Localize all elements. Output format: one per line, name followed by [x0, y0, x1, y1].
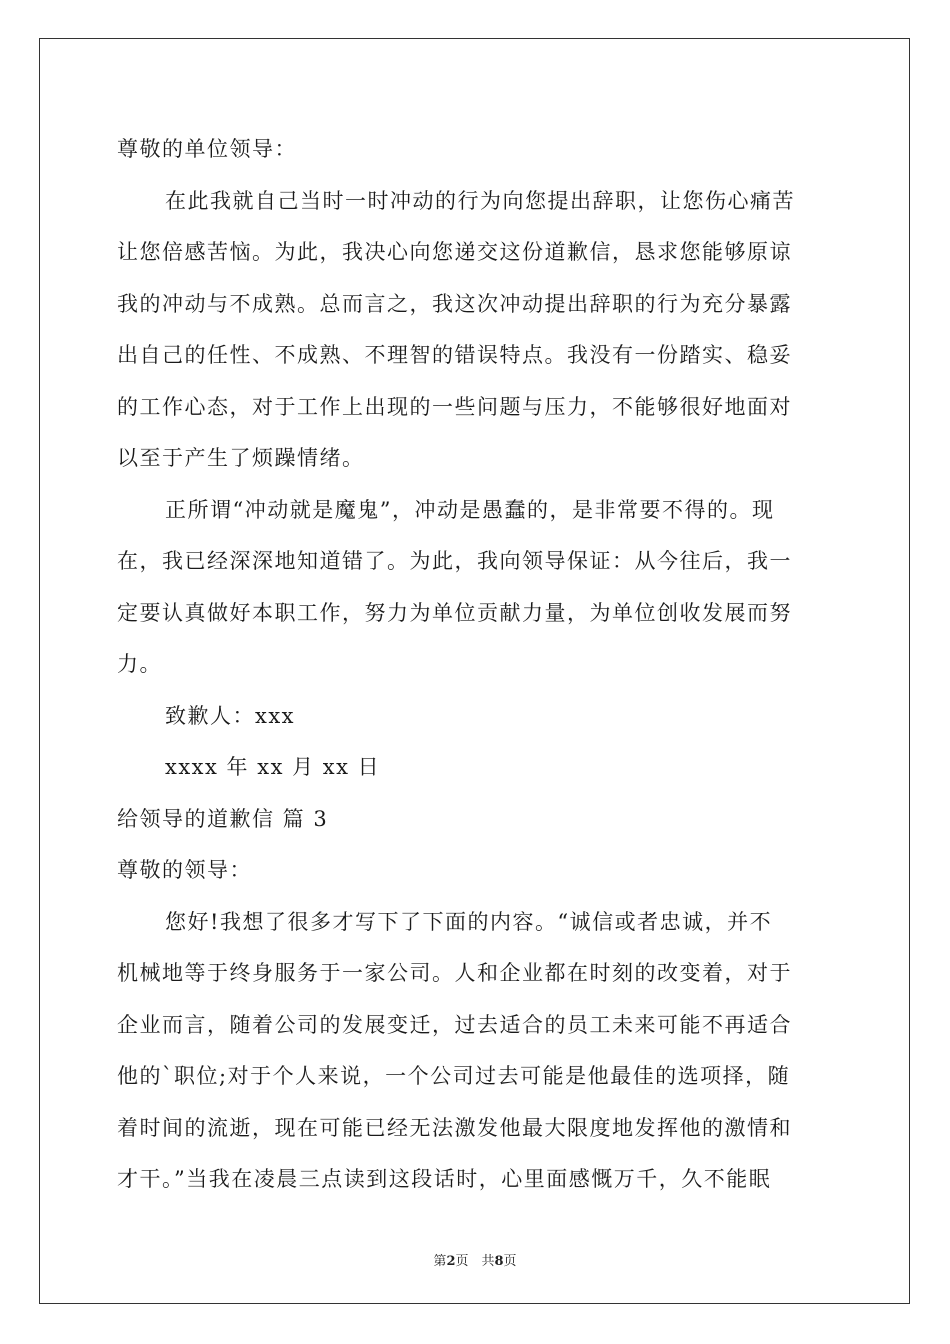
paragraph [117, 176, 833, 485]
paragraph-line: 企业而言，随着公司的发展变迁，过去适合的员工未来可能不再适合 [117, 1012, 792, 1037]
paragraph-line: 定要认真做好本职工作，努力为单位贡献力量，为单位创收发展而努 [117, 600, 792, 625]
page-mid: 页 共 [455, 1254, 495, 1269]
paragraph-line: 让您倍感苦恼。为此，我决心向您递交这份道歉信，恳求您能够原谅 [117, 240, 792, 264]
paragraph-line: 出自己的任性、不成熟、不理智的错误特点。我没有一份踏实、稳妥 [117, 343, 792, 367]
paragraph-line: 才干。”当我在凌晨三点读到这段话时，心里面感慨万千，久不能眠 [117, 1167, 772, 1191]
paragraph-line: 的工作心态，对于工作上出现的一些问题与压力，不能够很好地面对 [117, 394, 792, 419]
paragraph-line: 他的`职位;对于个人来说，一个公司过去可能是他最佳的选项择，随 [117, 1064, 791, 1088]
salutation: 尊敬的单位领导： [117, 137, 297, 161]
page-prefix: 第 [433, 1254, 447, 1269]
paragraph-line: 以至于产生了烦躁情绪。 [117, 446, 365, 470]
signature: 致歉人：xxx [165, 703, 296, 728]
date: xxxx 年 xx 月 xx 日 [165, 755, 381, 779]
paragraph-line: 着时间的流逝，现在可能已经无法激发他最大限度地发挥他的激情和 [117, 1115, 792, 1140]
page-suffix: 页 [503, 1254, 517, 1269]
paragraph [117, 897, 833, 1206]
paragraph-line: 在，我已经深深地知道错了。为此，我向领导保证：从今往后，我一 [117, 549, 792, 573]
page-current: 2 [446, 1254, 456, 1269]
paragraph-line: 在此我就自己当时一时冲动的行为向您提出辞职，让您伤心痛苦 [165, 188, 795, 213]
paragraph-line: 正所谓“冲动就是魔鬼”，冲动是愚蠢的，是非常要不得的。现 [165, 497, 775, 522]
section-title: 给领导的道歉信 篇 3 [117, 806, 329, 831]
page-total: 8 [494, 1254, 504, 1269]
paragraph-line: 我的冲动与不成熟。总而言之，我这次冲动提出辞职的行为充分暴露 [117, 291, 792, 316]
salutation: 尊敬的领导： [117, 858, 252, 882]
paragraph-line: 您好!我想了很多才写下了下面的内容。“诚信或者忠诚，并不 [165, 909, 773, 934]
paragraph-line: 机械地等于终身服务于一家公司。人和企业都在时刻的改变着，对于 [117, 961, 792, 985]
letter-body [117, 124, 833, 1206]
paragraph [117, 485, 833, 691]
paragraph-line: 力。 [117, 652, 162, 676]
page-footer [0, 1250, 950, 1269]
